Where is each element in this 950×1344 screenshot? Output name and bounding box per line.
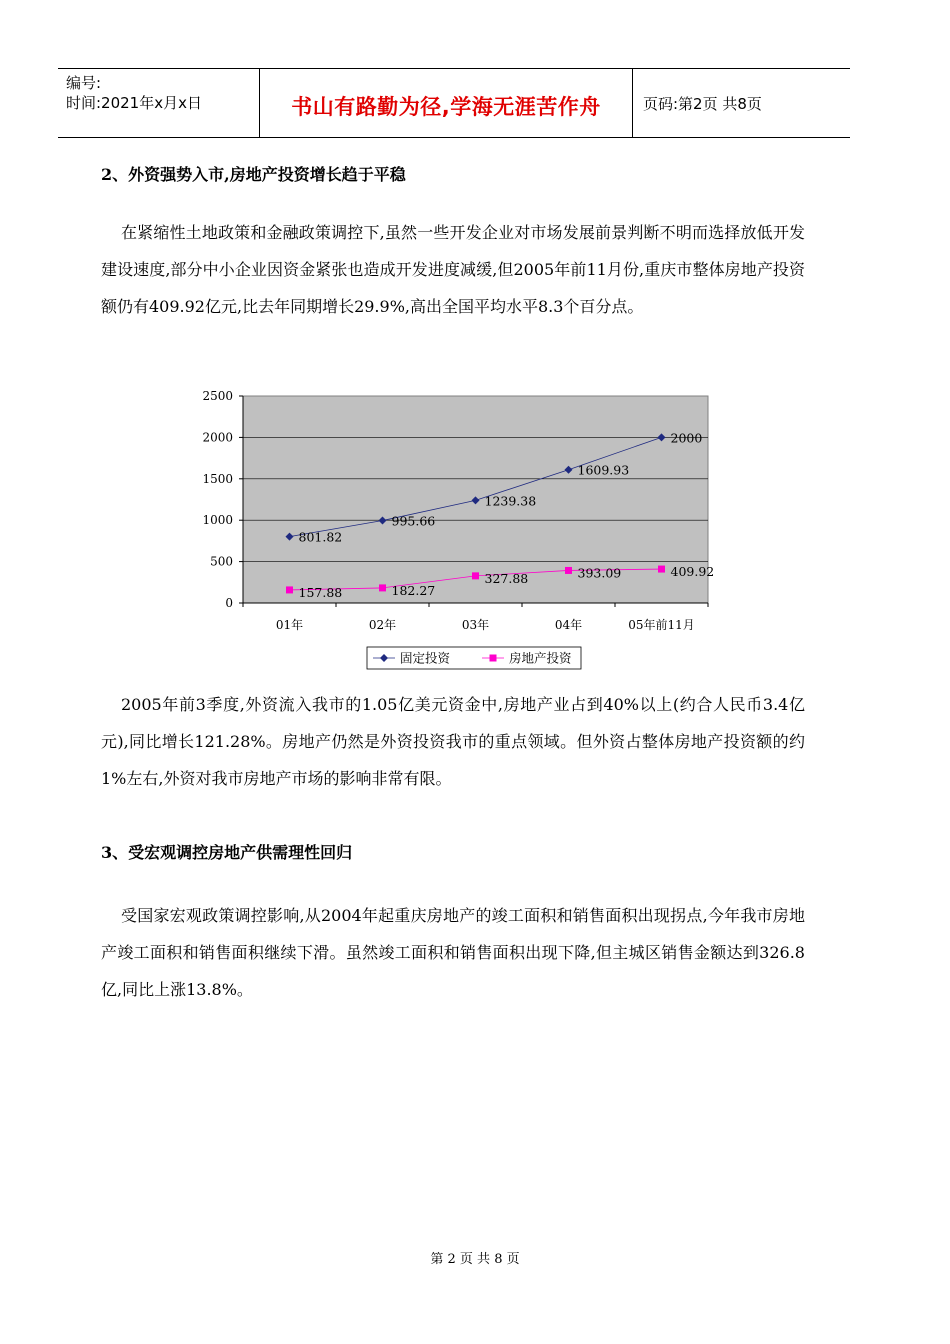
data-point	[286, 586, 293, 593]
data-point	[472, 572, 479, 579]
data-label: 182.27	[391, 582, 436, 598]
page-footer: 第 2 页 共 8 页	[430, 1252, 520, 1267]
x-tick-label: 03年	[461, 618, 490, 632]
y-tick-label: 1000	[202, 513, 233, 528]
data-point	[658, 566, 665, 573]
section-heading-3: 3、受宏观调控房地产供需理性回归	[101, 843, 353, 862]
y-tick-label: 2000	[202, 430, 233, 445]
section-paragraph	[101, 214, 805, 325]
section-heading-2: 2、外资强势入市,房地产投资增长趋于平稳	[101, 165, 406, 184]
y-tick-label: 1500	[202, 471, 233, 486]
page-info: 页码:第2页 共8页	[643, 95, 762, 113]
paragraph-text: 2005年前3季度,外资流入我市的1.05亿美元资金中,房地产业占到40%以上(约合人民币3.4亿元),同比增长121.28%。房地产仍然是外资投资我市的重点领域。但外资占整体房地产投资额的约1%左右,外资对我市房地产市场的影响非常有限。	[101, 695, 805, 788]
section-paragraph	[101, 686, 805, 797]
header-slogan: 书山有路勤为径,学海无涯苦作舟	[291, 95, 601, 119]
y-tick-label: 2500	[202, 389, 233, 403]
investment-chart	[196, 385, 721, 675]
data-label: 1239.38	[484, 493, 537, 509]
page-header	[58, 68, 850, 138]
data-label: 157.88	[298, 584, 343, 600]
paragraph-text: 在紧缩性土地政策和金融政策调控下,虽然一些开发企业对市场发展前景判断不明而选择放低开发建设速度,部分中小企业因资金紧张也造成开发进度减缓,但2005年前11月份,重庆市整体房地产投资额仍有409.92亿元,比去年同期增长29.9%,高出全国平均水平8.3个百分点。	[101, 223, 805, 316]
chart-canvas	[196, 385, 721, 675]
legend-marker	[490, 655, 497, 662]
y-tick-label: 0	[225, 596, 233, 610]
legend-label: 房地产投资	[509, 650, 572, 666]
data-label: 995.66	[391, 513, 436, 529]
x-tick-label: 04年	[554, 618, 583, 632]
header-meta	[66, 73, 202, 113]
legend-label: 固定投资	[400, 650, 451, 666]
data-point	[565, 567, 572, 574]
data-label: 801.82	[298, 529, 343, 545]
data-point	[379, 584, 386, 591]
number-label: 编号:	[66, 74, 102, 92]
data-label: 2000	[670, 430, 703, 446]
x-tick-label: 02年	[368, 618, 397, 632]
y-tick-label: 500	[210, 554, 233, 569]
time-label: 时间:2021年x月x日	[66, 94, 202, 112]
data-label: 327.88	[484, 570, 529, 586]
data-label: 1609.93	[577, 462, 630, 478]
x-tick-label: 01年	[275, 618, 304, 632]
x-tick-label: 05年前11月	[628, 618, 695, 632]
section-paragraph	[101, 897, 805, 1008]
data-label: 393.09	[577, 565, 622, 581]
data-label: 409.92	[670, 564, 715, 580]
paragraph-text: 受国家宏观政策调控影响,从2004年起重庆房地产的竣工面积和销售面积出现拐点,今年我市房地产竣工面积和销售面积继续下滑。虽然竣工面积和销售面积出现下降,但主城区销售金额达到326.8亿,同比上涨13.8%。	[101, 906, 805, 999]
header-divider	[632, 69, 633, 137]
